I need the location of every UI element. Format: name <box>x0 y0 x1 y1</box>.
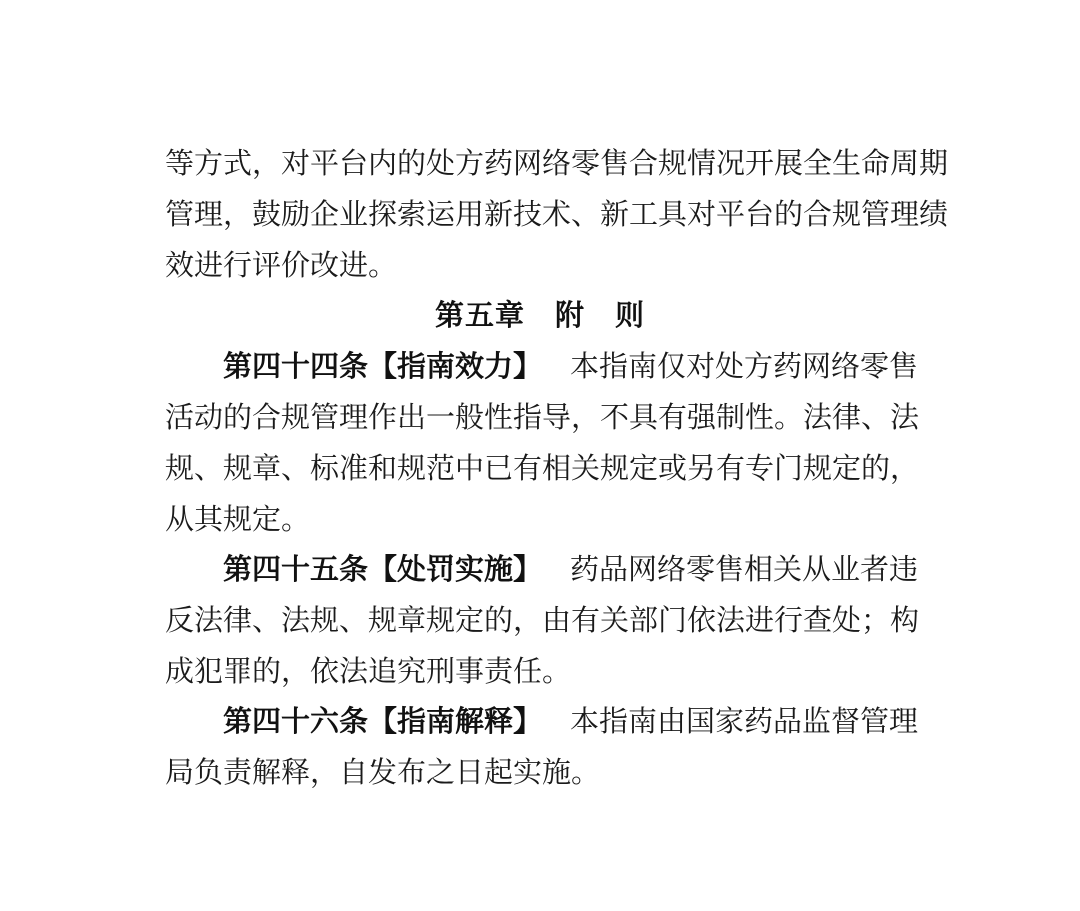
article-44-text-start: 本指南仅对处方药网络零售 <box>570 349 919 383</box>
article-45-first-line <box>223 549 919 589</box>
article-46-text-start: 本指南由国家药品监督管理 <box>570 704 919 738</box>
article-46-title: 第四十六条【指南解释】 <box>223 704 543 738</box>
article-44-line-2: 活动的合规管理作出一般性指导，不具有强制性。法律、法 <box>165 400 920 434</box>
intro-line-3: 效进行评价改进。 <box>165 248 398 282</box>
chapter-heading: 第五章 附 则 <box>434 298 645 332</box>
article-45-title: 第四十五条【处罚实施】 <box>223 552 543 586</box>
article-46-first-line <box>223 701 919 741</box>
article-46-line-2: 局负责解释，自发布之日起实施。 <box>165 755 601 789</box>
article-44-line-4: 从其规定。 <box>165 502 311 536</box>
article-44-title: 第四十四条【指南效力】 <box>223 349 543 383</box>
intro-line-2: 管理，鼓励企业探索运用新技术、新工具对平台的合规管理绩 <box>165 197 949 231</box>
article-45-line-3: 成犯罪的，依法追究刑事责任。 <box>165 654 572 688</box>
article-45-line-2: 反法律、法规、规章规定的，由有关部门依法进行查处；构 <box>165 603 920 637</box>
article-45-text-start: 药品网络零售相关从业者违 <box>570 552 919 586</box>
article-44-line-3: 规、规章、标准和规范中已有相关规定或另有专门规定的， <box>165 451 920 485</box>
article-44-first-line <box>223 346 919 386</box>
intro-line-1: 等方式，对平台内的处方药网络零售合规情况开展全生命周期 <box>165 146 949 180</box>
